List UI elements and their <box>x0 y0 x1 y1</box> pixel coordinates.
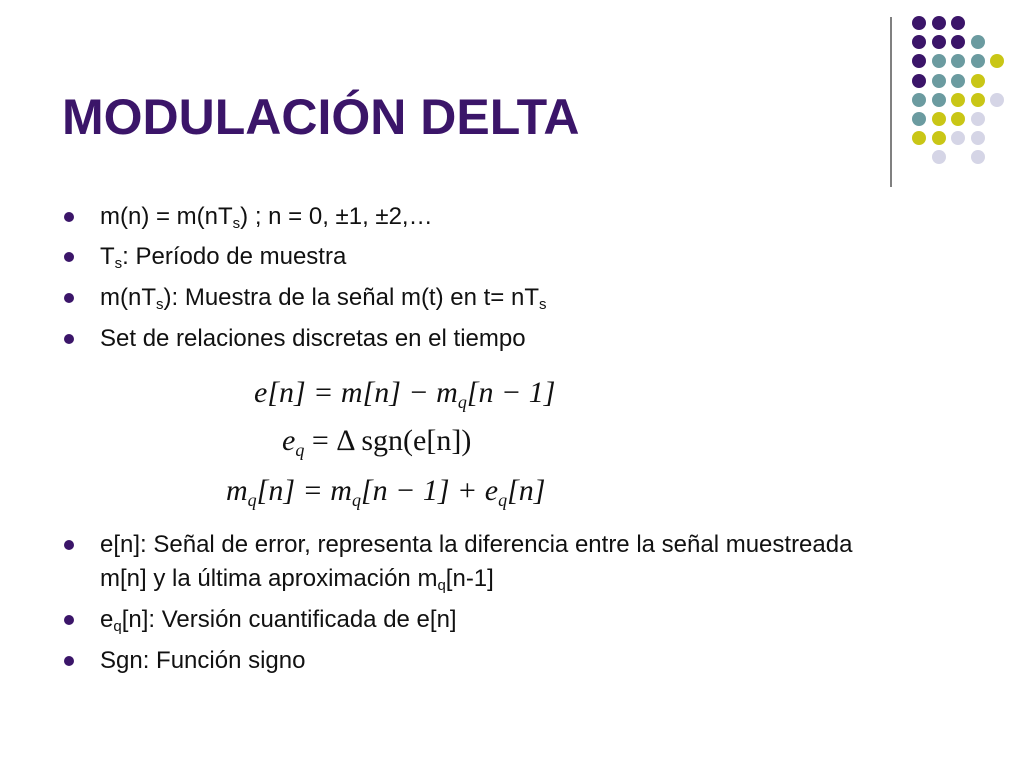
divider-line <box>890 17 892 187</box>
subscript: q <box>457 392 467 412</box>
decorative-dot <box>932 93 946 107</box>
decorative-dot <box>932 35 946 49</box>
bullet-text: : Período de muestra <box>122 243 347 270</box>
subscript: s <box>232 215 241 232</box>
decorative-dot <box>912 112 926 126</box>
decorative-dot <box>912 131 926 145</box>
bullet-item <box>100 240 880 274</box>
subscript: s <box>538 296 547 313</box>
decorative-dot <box>971 112 985 126</box>
decorative-dot <box>951 35 965 49</box>
bullet-text: Set de relaciones discretas en el tiempo <box>100 325 526 352</box>
equation <box>254 376 555 410</box>
equation-rhs: [n − 1] + e <box>360 474 499 507</box>
subscript: q <box>295 440 305 460</box>
bullet-item <box>100 322 880 356</box>
decorative-dot <box>971 35 985 49</box>
equation <box>282 424 471 458</box>
subscript: q <box>437 577 446 594</box>
subscript: q <box>351 490 361 510</box>
decorative-dot <box>971 93 985 107</box>
decorative-dot <box>990 54 1004 68</box>
equation-lhs: e <box>282 424 296 457</box>
equation-block <box>222 368 622 518</box>
decorative-dot <box>951 131 965 145</box>
bullet-item <box>100 281 880 315</box>
decorative-dot <box>951 112 965 126</box>
bullet-item <box>100 528 860 596</box>
decorative-dot <box>951 74 965 88</box>
bullet-text: T <box>100 243 115 270</box>
decorative-dot <box>932 54 946 68</box>
bullet-text: m(n) = m(nT <box>100 203 233 230</box>
decorative-dot <box>932 150 946 164</box>
decorative-dot <box>951 16 965 30</box>
decorative-dot <box>912 35 926 49</box>
subscript: s <box>114 255 123 272</box>
decorative-dot <box>912 74 926 88</box>
decorative-dot <box>912 54 926 68</box>
bullet-text: m(nT <box>100 284 156 311</box>
decorative-dot <box>912 93 926 107</box>
decorative-dot <box>971 131 985 145</box>
equation-rhs: = m[n] − m <box>313 376 458 409</box>
decorative-dot <box>932 112 946 126</box>
subscript: q <box>113 618 122 635</box>
bullet-item <box>100 200 880 234</box>
decorative-dot <box>971 150 985 164</box>
decorative-dot <box>912 16 926 30</box>
bullet-text: e <box>100 606 114 633</box>
bullet-text: [n-1] <box>445 565 494 592</box>
bullet-item <box>100 644 880 678</box>
equation-rhs: [n] <box>507 474 546 507</box>
bullet-item <box>100 603 880 637</box>
bullet-text: [n]: Versión cuantificada de e[n] <box>121 606 457 633</box>
decorative-dot <box>971 54 985 68</box>
decorative-dot <box>990 93 1004 107</box>
decorative-dot <box>971 74 985 88</box>
subscript: q <box>247 490 257 510</box>
decorative-dot <box>932 16 946 30</box>
bullet-text: ): Muestra de la señal m(t) en t= nT <box>163 284 539 311</box>
bullet-text: ) ; n = 0, ±1, ±2,… <box>240 203 433 230</box>
decorative-dot <box>932 74 946 88</box>
slide-title: MODULACIÓN DELTA <box>62 89 580 145</box>
equation-lhs: [n] <box>256 474 296 507</box>
equation-rhs: = Δ sgn(e[n]) <box>311 424 472 457</box>
equation-rhs: = m <box>302 474 352 507</box>
decorative-dot <box>951 93 965 107</box>
subscript: s <box>156 296 164 313</box>
bullet-text: Sgn: Función signo <box>100 647 306 674</box>
subscript: q <box>498 490 508 510</box>
equation <box>226 474 545 508</box>
decorative-dot <box>951 54 965 68</box>
decorative-dot <box>932 131 946 145</box>
equation-lhs: m <box>226 474 248 507</box>
equation-rhs: [n − 1] <box>466 376 556 409</box>
equation-lhs: e[n] <box>254 376 306 409</box>
bullet-text: e[n]: Señal de error, representa la diferencia entre la señal muestreada m[n] y la última aproximación m <box>100 531 853 592</box>
